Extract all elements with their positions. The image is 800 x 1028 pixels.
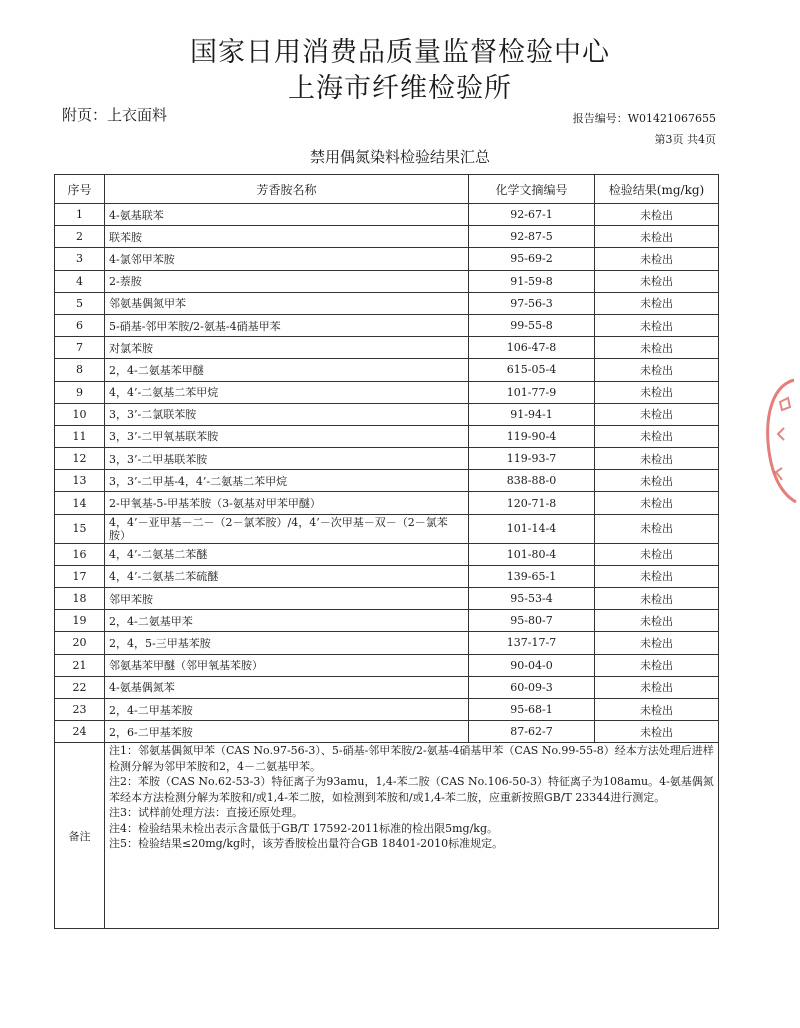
report-number: 报告编号：W01421067655 xyxy=(572,112,716,125)
cell-name: 2，6-二甲基苯胺 xyxy=(105,721,469,743)
cell-name: 对氯苯胺 xyxy=(105,337,469,359)
cell-result: 未检出 xyxy=(595,448,719,470)
table-title: 禁用偶氮染料检验结果汇总 xyxy=(309,148,490,166)
col-header-result: 检验结果(mg/kg) xyxy=(595,175,719,204)
table-row xyxy=(55,403,719,425)
cell-cas: 97-56-3 xyxy=(469,292,595,314)
red-seal-stamp xyxy=(758,376,798,506)
cell-no: 7 xyxy=(55,337,105,359)
cell-name: 4-氯邻甲苯胺 xyxy=(105,248,469,270)
col-header-name: 芳香胺名称 xyxy=(105,175,469,204)
cell-no: 3 xyxy=(55,248,105,270)
table-row xyxy=(55,721,719,743)
cell-result: 未检出 xyxy=(595,514,719,543)
table-row xyxy=(55,248,719,270)
cell-name: 2，4-二甲基苯胺 xyxy=(105,698,469,720)
cell-no: 24 xyxy=(55,721,105,743)
table-row xyxy=(55,654,719,676)
cell-name: 邻氨基苯甲醚（邻甲氧基苯胺） xyxy=(105,654,469,676)
note-1: 注1：邻氨基偶氮甲苯（CAS No.97-56-3）、5-硝基-邻甲苯胺/2-氨基-4硝基甲苯（CAS No.99-55-8）经本方法处理后进样检测分解为邻甲苯胺和2，4－二氨基甲苯。 xyxy=(109,744,714,773)
cell-cas: 92-87-5 xyxy=(469,226,595,248)
cell-result: 未检出 xyxy=(595,676,719,698)
note-5: 注5：检验结果≤20mg/kg时，该芳香胺检出量符合GB 18401-2010标准规定。 xyxy=(109,837,504,851)
cell-cas: 91-59-8 xyxy=(469,270,595,292)
cell-no: 14 xyxy=(55,492,105,514)
table-row xyxy=(55,314,719,336)
cell-no: 2 xyxy=(55,226,105,248)
table-row xyxy=(55,226,719,248)
cell-name: 4，4’-二氨基二苯硫醚 xyxy=(105,565,469,587)
table-row xyxy=(55,470,719,492)
table-row xyxy=(55,337,719,359)
cell-cas: 60-09-3 xyxy=(469,676,595,698)
cell-name: 邻甲苯胺 xyxy=(105,588,469,610)
cell-result: 未检出 xyxy=(595,492,719,514)
cell-result: 未检出 xyxy=(595,337,719,359)
cell-name: 3，3’-二甲基联苯胺 xyxy=(105,448,469,470)
table-row xyxy=(55,425,719,447)
table-row xyxy=(55,698,719,720)
cell-cas: 87-62-7 xyxy=(469,721,595,743)
table-header-row xyxy=(55,175,719,204)
cell-name: 4-氨基联苯 xyxy=(105,204,469,226)
cell-no: 8 xyxy=(55,359,105,381)
cell-cas: 106-47-8 xyxy=(469,337,595,359)
cell-name: 5-硝基-邻甲苯胺/2-氨基-4硝基甲苯 xyxy=(105,314,469,336)
table-row xyxy=(55,292,719,314)
cell-no: 12 xyxy=(55,448,105,470)
cell-result: 未检出 xyxy=(595,292,719,314)
cell-cas: 95-53-4 xyxy=(469,588,595,610)
cell-name: 2，4-二氨基甲苯 xyxy=(105,610,469,632)
cell-name: 3，3’-二氯联苯胺 xyxy=(105,403,469,425)
cell-cas: 101-80-4 xyxy=(469,543,595,565)
cell-result: 未检出 xyxy=(595,403,719,425)
cell-cas: 120-71-8 xyxy=(469,492,595,514)
cell-cas: 99-55-8 xyxy=(469,314,595,336)
cell-no: 17 xyxy=(55,565,105,587)
cell-no: 16 xyxy=(55,543,105,565)
institute-title: 上海市纤维检验所 xyxy=(288,73,512,104)
cell-result: 未检出 xyxy=(595,381,719,403)
cell-cas: 95-80-7 xyxy=(469,610,595,632)
cell-name: 3，3’-二甲基-4，4’-二氨基二苯甲烷 xyxy=(105,470,469,492)
cell-result: 未检出 xyxy=(595,425,719,447)
notes-label: 备注 xyxy=(55,743,105,929)
cell-no: 20 xyxy=(55,632,105,654)
cell-no: 21 xyxy=(55,654,105,676)
cell-cas: 838-88-0 xyxy=(469,470,595,492)
cell-result: 未检出 xyxy=(595,226,719,248)
cell-result: 未检出 xyxy=(595,314,719,336)
cell-cas: 119-93-7 xyxy=(469,448,595,470)
cell-name: 3，3’-二甲氧基联苯胺 xyxy=(105,425,469,447)
table-row xyxy=(55,588,719,610)
cell-result: 未检出 xyxy=(595,543,719,565)
cell-no: 4 xyxy=(55,270,105,292)
cell-no: 13 xyxy=(55,470,105,492)
cell-no: 22 xyxy=(55,676,105,698)
cell-cas: 101-14-4 xyxy=(469,514,595,543)
table-row xyxy=(55,565,719,587)
table-row xyxy=(55,514,719,543)
page-info: 第3页 共4页 xyxy=(654,133,716,146)
results-table xyxy=(54,174,719,929)
table-row xyxy=(55,359,719,381)
cell-name: 2，4-二氨基苯甲醚 xyxy=(105,359,469,381)
cell-no: 10 xyxy=(55,403,105,425)
col-header-cas: 化学文摘编号 xyxy=(469,175,595,204)
table-row xyxy=(55,448,719,470)
cell-result: 未检出 xyxy=(595,721,719,743)
cell-cas: 119-90-4 xyxy=(469,425,595,447)
col-header-no: 序号 xyxy=(55,175,105,204)
cell-result: 未检出 xyxy=(595,204,719,226)
table-row xyxy=(55,270,719,292)
note-3: 注3：试样前处理方法：直接还原处理。 xyxy=(109,806,303,820)
cell-cas: 95-69-2 xyxy=(469,248,595,270)
cell-cas: 95-68-1 xyxy=(469,698,595,720)
cell-result: 未检出 xyxy=(595,359,719,381)
cell-name: 4，4’-二氨基二苯醚 xyxy=(105,543,469,565)
cell-result: 未检出 xyxy=(595,610,719,632)
table-row xyxy=(55,676,719,698)
cell-no: 1 xyxy=(55,204,105,226)
cell-result: 未检出 xyxy=(595,565,719,587)
cell-name: 4-氨基偶氮苯 xyxy=(105,676,469,698)
notes-row xyxy=(55,743,719,929)
cell-cas: 90-04-0 xyxy=(469,654,595,676)
cell-cas: 101-77-9 xyxy=(469,381,595,403)
cell-no: 18 xyxy=(55,588,105,610)
cell-cas: 91-94-1 xyxy=(469,403,595,425)
table-row xyxy=(55,381,719,403)
cell-cas: 92-67-1 xyxy=(469,204,595,226)
note-4: 注4：检验结果未检出表示含量低于GB/T 17592-2011标准的检出限5mg/kg。 xyxy=(109,821,498,835)
cell-name: 4，4’－亚甲基－二－（2－氯苯胺）/4，4’－次甲基－双－（2－氯苯胺） xyxy=(105,514,469,543)
cell-name: 4，4’-二氨基二苯甲烷 xyxy=(105,381,469,403)
note-2: 注2：苯胺（CAS No.62-53-3）特征离子为93amu，1,4-苯二胺（CAS No.106-50-3）特征离子为108amu。4-氨基偶氮苯经本方法检测分解为苯胺和/或1,4-苯二胺，如检测到苯胺和/或1,4-苯二胺，应重新按照GB/T 23344进行测定。 xyxy=(109,775,714,804)
cell-no: 15 xyxy=(55,514,105,543)
cell-no: 23 xyxy=(55,698,105,720)
cell-result: 未检出 xyxy=(595,698,719,720)
table-row xyxy=(55,632,719,654)
cell-result: 未检出 xyxy=(595,270,719,292)
cell-name: 2-甲氧基-5-甲基苯胺（3-氨基对甲苯甲醚） xyxy=(105,492,469,514)
table-row xyxy=(55,492,719,514)
cell-name: 邻氨基偶氮甲苯 xyxy=(105,292,469,314)
cell-no: 6 xyxy=(55,314,105,336)
cell-no: 5 xyxy=(55,292,105,314)
cell-result: 未检出 xyxy=(595,470,719,492)
cell-cas: 615-05-4 xyxy=(469,359,595,381)
table-row xyxy=(55,204,719,226)
cell-result: 未检出 xyxy=(595,248,719,270)
cell-cas: 137-17-7 xyxy=(469,632,595,654)
cell-no: 11 xyxy=(55,425,105,447)
table-row xyxy=(55,610,719,632)
cell-no: 9 xyxy=(55,381,105,403)
cell-name: 2-萘胺 xyxy=(105,270,469,292)
cell-name: 2，4，5-三甲基苯胺 xyxy=(105,632,469,654)
center-title: 国家日用消费品质量监督检验中心 xyxy=(190,37,610,68)
table-row xyxy=(55,543,719,565)
cell-result: 未检出 xyxy=(595,588,719,610)
notes-cell xyxy=(105,743,719,929)
cell-result: 未检出 xyxy=(595,654,719,676)
cell-result: 未检出 xyxy=(595,632,719,654)
attachment-label: 附页：上衣面料 xyxy=(62,106,168,124)
cell-name: 联苯胺 xyxy=(105,226,469,248)
cell-cas: 139-65-1 xyxy=(469,565,595,587)
cell-no: 19 xyxy=(55,610,105,632)
